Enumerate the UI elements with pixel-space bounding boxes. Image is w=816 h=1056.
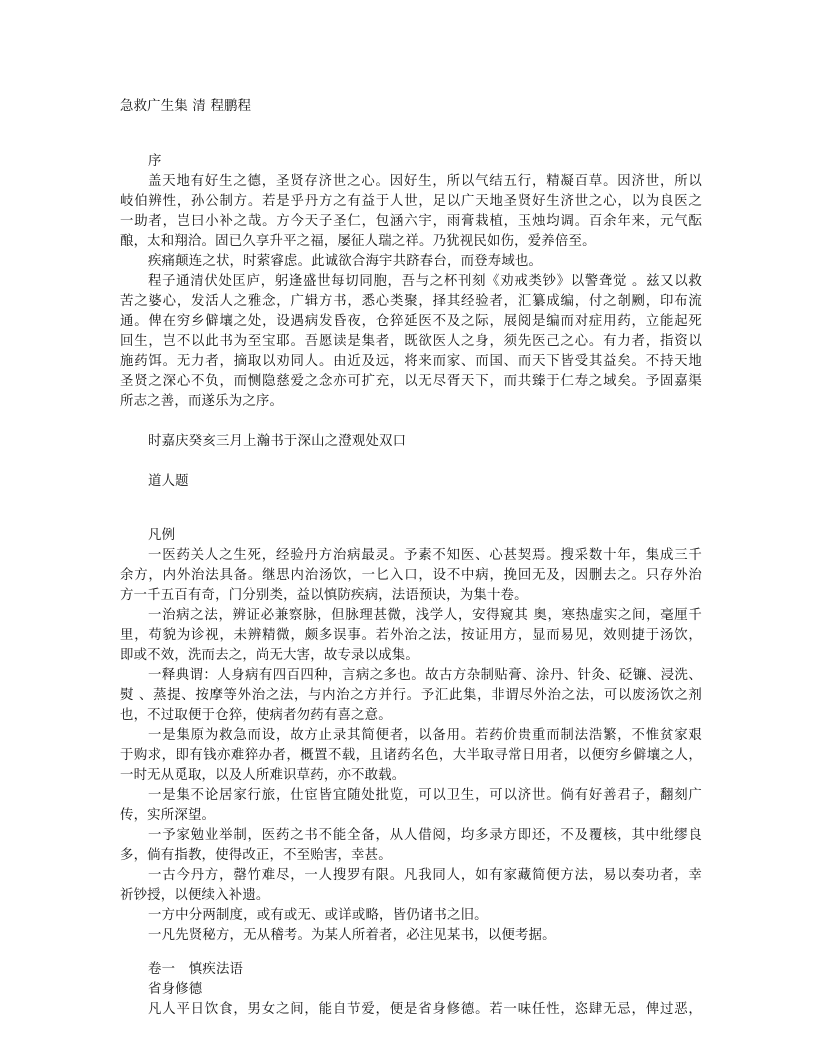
fanli-line: 一是集不论居家行旅，仕宦皆宜随处批览，可以卫生，可以济世。倘有好善君子，翻刻广 [148, 788, 702, 803]
preface-line: 程子通清伏处匡庐，躬逢盛世每切同胞，吾与之杯刊刻《劝戒类钞》以警聋觉 。兹又以救 [148, 274, 702, 289]
preface-date: 时嘉庆癸亥三月上瀚书于深山之澄观处双口 [148, 434, 407, 449]
fanli-line: 一古今丹方，罄竹难尽，一人搜罗有限。凡我同人，如有家藏简便方法，易以奏功者，幸 [148, 868, 702, 883]
preface-heading: 序 [148, 154, 162, 169]
preface-line: 盖天地有好生之德，圣贤存济世之心。因好生，所以气结五行，精凝百草。因济世，所以 [148, 174, 702, 189]
fanli-line: 里，苟貌为诊视，未辨精微，颇多误事。若外治之法，按证用方，显而易见，效则捷于汤饮， [120, 628, 702, 643]
fanli-line: 一凡先贤秘方，无从稽考。为某人所着者，必注见某书，以便考据。 [148, 928, 556, 943]
preface-line: 通。俾在穷乡僻壤之处，设遇病发昏夜，仓猝延医不及之际，展阅是编而对症用药，立能起死 [120, 314, 702, 329]
fanli-line: 传，实所深望。 [120, 808, 216, 823]
document-title: 急救广生集 清 程鹏程 [120, 99, 252, 114]
fanli-line: 即或不效，洗而去之，尚无大害，故专录以成集。 [120, 648, 419, 663]
fanli-line: 于购求，即有钱亦难猝办者，概置不载，且诸药名色，大半取寻常日用者，以便穷乡僻壤之人， [120, 748, 702, 763]
preface-line: 所志之善，而遂乐为之序。 [120, 394, 284, 409]
fanli-heading: 凡例 [148, 528, 176, 543]
fanli-line: 一予家勉业举制，医药之书不能全备，从人借阅，均多录方即还，不及覆核，其中纰缪良 [148, 828, 702, 843]
fanli-line: 也，不过取便于仓猝，使病者勿药有喜之意。 [120, 708, 392, 723]
fanli-line: 方一千五百有奇，门分别类，益以慎防疾病，法语预诀，为集十卷。 [120, 588, 528, 603]
preface-line: 圣贤之深心不负，而恻隐慈爱之念亦可扩充，以无尽胥天下，而共臻于仁寿之域矣。予固嘉渠 [120, 374, 702, 389]
fanli-line: 祈钞授，以便续入补遗。 [120, 888, 270, 903]
fanli-line: 一医药关人之生死，经验丹方治病最灵。予素不知医、心甚契焉。搜采数十年，集成三千 [148, 548, 702, 563]
fanli-line: 余方，内外治法具备。继思内治汤饮，一匕入口，设不中病，挽回无及，因删去之。只存外治 [120, 568, 702, 583]
preface-line: 一助者，岂曰小补之哉。方今天子圣仁，包涵六宇，雨膏栽植，玉烛均调。百余年来，元气酝 [120, 214, 702, 229]
preface-signature: 道人题 [148, 474, 189, 489]
preface-line: 岐伯辨性，孙公制方。若是乎丹方之有益于人世，足以广天地圣贤好生济世之心，以为良医之 [120, 194, 702, 209]
fanli-line: 一时无从觅取，以及人所难识草药，亦不敢载。 [120, 768, 406, 783]
fanli-line: 多，倘有指教，使得改正，不至贻害，幸甚。 [120, 848, 392, 863]
preface-line: 疾痛颠连之状，时萦睿虑。此诚欲合海宇共跻春台，而登寿域也。 [148, 254, 543, 269]
fanli-line: 一释典谓：人身病有四百四种，言病之多也。故古方杂制贴膏、涂丹、针灸、砭镰、浸洗、 [148, 668, 702, 683]
fanli-line: 一治病之法，辨证必兼察脉，但脉理甚微，浅学人，安得窥其 奥，寒热虚实之间，毫厘千 [148, 608, 702, 623]
fanli-line: 一方中分两制度，或有或无、或详或略，皆仍诸书之旧。 [148, 908, 488, 923]
preface-line: 回生，岂不以此书为至宝耶。吾愿读是集者，既欲医人之身，须先医己之心。有力者，指资以 [120, 334, 702, 349]
chapter-subheading: 省身修德 [148, 982, 203, 997]
preface-line: 苦之婆心，发活人之雅念，广辑方书，悉心类聚，择其经验者，汇纂成编，付之剞劂，印布流 [120, 294, 702, 309]
preface-line: 施药饵。无力者，摘取以劝同人。由近及远，将来而家、而国、而天下皆受其益矣。不持天地 [120, 354, 702, 369]
fanli-line: 一是集原为救急而设，故方止录其简便者，以备用。若药价贵重而制法浩繁，不惟贫家艰 [148, 728, 702, 743]
chapter-line: 凡人平日饮食，男女之间，能自节爱，便是省身修德。若一味任性，恣肆无忌，俾过恶， [148, 1002, 702, 1017]
fanli-line: 熨 、蒸提、按摩等外治之法，与内治之方并行。予汇此集，非谓尽外治之法，可以废汤饮之剂 [120, 688, 702, 703]
preface-line: 酿，太和翔洽。固已久享升平之福，屡征人瑞之祥。乃犹视民如伤，爱养倍至。 [120, 234, 596, 249]
chapter-heading: 卷一 慎疾法语 [148, 962, 244, 977]
